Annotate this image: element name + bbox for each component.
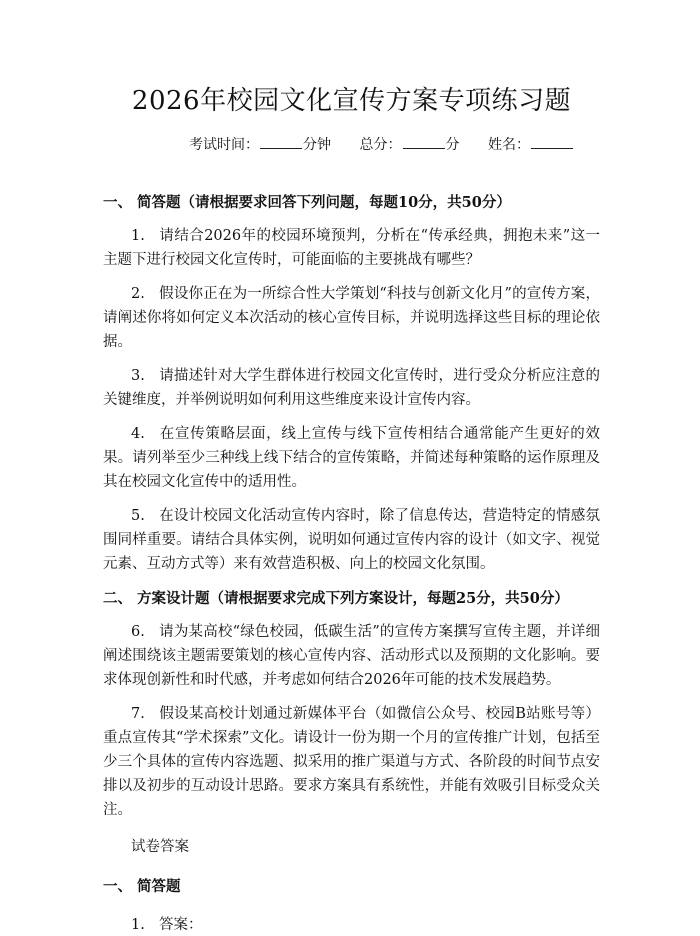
section-heading	[103, 192, 600, 214]
answer-section-title: 简答题	[137, 878, 181, 895]
answer-item-number: 1.	[131, 917, 145, 933]
question-item	[103, 422, 600, 494]
question-text: 请结合2026年的校园环境预判，分析在“传承经典，拥抱未来”这一主题下进行校园文化宣传时，可能面临的主要挑战有哪些？	[103, 228, 600, 268]
question-item	[103, 224, 600, 272]
question-number: 2.	[131, 286, 145, 302]
exam-time-unit: 分钟	[303, 137, 332, 153]
section-title: 方案设计题（请根据要求完成下列方案设计，每题25分，共50分）	[137, 590, 569, 607]
question-number: 5.	[131, 508, 145, 524]
answer-key-label: 试卷答案	[131, 839, 189, 855]
exam-time-blank[interactable]	[260, 136, 302, 149]
total-score-label: 总分：	[359, 137, 402, 153]
section-heading	[103, 588, 600, 610]
question-item	[103, 620, 600, 692]
total-score-unit: 分	[445, 137, 460, 153]
question-number: 3.	[131, 368, 145, 384]
question-text: 在宣传策略层面，线上宣传与线下宣传相结合通常能产生更好的效果。请列举至少三种线上线下结合的宣传策略，并简述每种策略的运作原理及其在校园文化宣传中的适用性。	[103, 426, 600, 490]
exam-time-label: 考试时间：	[189, 137, 260, 153]
answer-item-text: 答案：	[159, 917, 203, 933]
answer-section-heading	[103, 876, 600, 898]
question-text: 假设你正在为一所综合性大学策划“科技与创新文化月”的宣传方案，请阐述你将如何定义本次活动的核心宣传目标，并说明选择这些目标的理论依据。	[103, 286, 600, 350]
student-name-label: 姓名：	[487, 137, 530, 153]
exam-info	[103, 134, 600, 156]
student-name-blank[interactable]	[531, 136, 573, 149]
question-number: 7.	[131, 706, 145, 722]
question-item	[103, 702, 600, 822]
exam-time-field	[189, 134, 331, 156]
question-number: 6.	[131, 624, 145, 640]
question-text: 在设计校园文化活动宣传内容时，除了信息传达，营造特定的情感氛围同样重要。请结合具体实例，说明如何通过宣传内容的设计（如文字、视觉元素、互动方式等）来有效营造积极、向上的校园文化氛围。	[103, 508, 600, 572]
student-name-field	[488, 134, 574, 156]
question-text: 请为某高校“绿色校园，低碳生活”的宣传方案撰写宣传主题，并详细阐述围绕该主题需要策划的核心宣传内容、活动形式以及预期的文化影响。要求体现创新性和时代感，并考虑如何结合2026年可能的技术发展趋势。	[103, 624, 600, 688]
question-item	[103, 364, 600, 412]
answer-section-number: 一、	[103, 878, 132, 895]
section-title: 简答题（请根据要求回答下列问题，每题10分，共50分）	[137, 194, 511, 211]
question-item	[103, 504, 600, 576]
answer-item	[103, 914, 600, 936]
section-number: 一、	[103, 194, 132, 211]
question-number: 1.	[131, 228, 145, 244]
question-text: 请描述针对大学生群体进行校园文化宣传时，进行受众分析应注意的关键维度，并举例说明如何利用这些维度来设计宣传内容。	[103, 368, 600, 408]
total-score-field	[360, 134, 460, 156]
section-short-answer	[103, 192, 600, 576]
question-item	[103, 282, 600, 354]
total-score-blank[interactable]	[403, 136, 445, 149]
section-number: 二、	[103, 590, 132, 607]
section-plan-design	[103, 588, 600, 822]
page-title: 2026年校园文化宣传方案专项练习题	[131, 86, 572, 116]
question-number: 4.	[131, 426, 145, 442]
question-text: 假设某高校计划通过新媒体平台（如微信公众号、校园B站账号等）重点宣传其“学术探索”文化。请设计一份为期一个月的宣传推广计划，包括至少三个具体的宣传内容选题、拟采用的推广渠道与方式、各阶段的时间节点安排以及初步的互动设计思路。要求方案具有系统性，并能有效吸引目标受众关注。	[103, 706, 600, 818]
